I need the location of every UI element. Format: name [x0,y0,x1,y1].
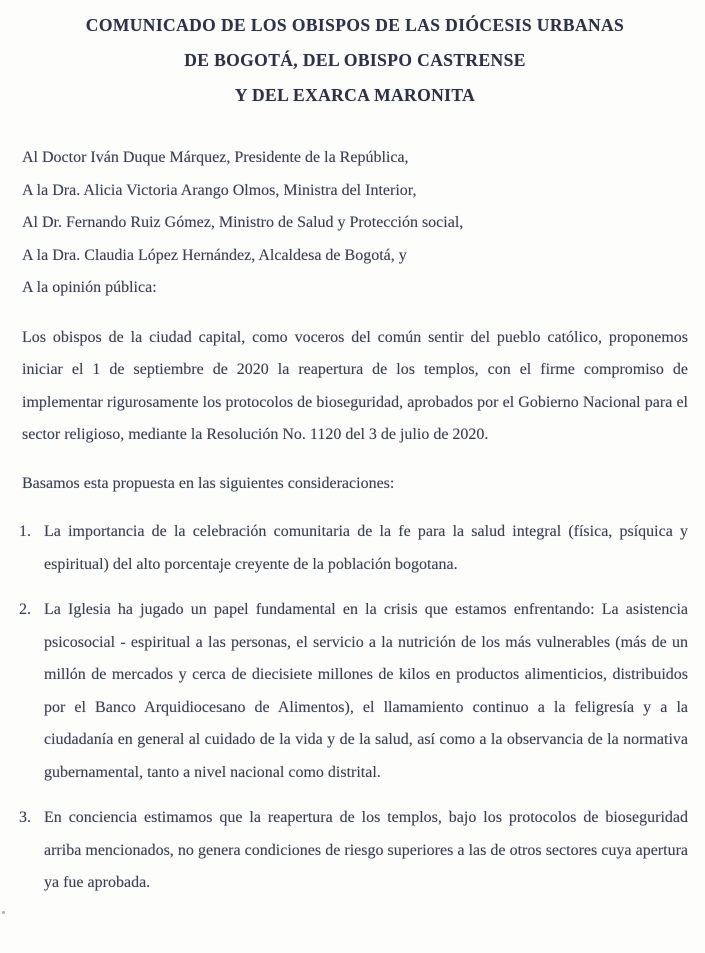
item-text: La Iglesia ha jugado un papel fundamental en la crisis que estamos enfrentando: La asistencia psicosocial - espiritual a las personas, el servicio a la nutrición de los más vulnerables (más de un millón de mercados y cerca de diecisiete millones de kilos en productos alimenticios, distribuidos por el Banco Arquidiocesano de Alimentos), el llamamiento continuo a la feligresía y a la ciudadanía en general al cuidado de la vida y de la salud, así como a la observancia de la normativa gubernamental, tanto a nivel nacional como distrital. [44,601,688,781]
considerations-list [19,516,688,900]
proposal-paragraph: Los obispos de la ciudad capital, como voceros del común sentir del pueblo católico, proponemos iniciar el 1 de septiembre de 2020 la reapertura de los templos, con el firme compromiso de implementar rigurosamente los protocolos de bioseguridad, aprobados por el Gobierno Nacional para el sector religioso, mediante la Resolución No. 1120 del 3 de julio de 2020. [22,328,688,443]
recipient-line-president: Al Doctor Iván Duque Márquez, Presidente de la República, [22,149,409,166]
recipient-line-interior-minister: A la Dra. Alicia Victoria Arango Olmos, Ministra del Interior, [22,181,417,199]
item-text: En conciencia estimamos que la reapertura de los templos, bajo los protocolos de bioseguridad arriba mencionados, no genera condiciones de riesgo superiores a las de otros sectores cuya apertura ya fue aprobada. [44,809,688,891]
item-number: 2. [19,601,31,618]
consideration-item-3 [19,802,688,900]
recipient-list [22,142,688,305]
recipient-line-mayor: A la Dra. Claudia López Hernández, Alcaldesa de Bogotá, y [22,246,407,264]
recipient-line-health-minister: Al Dr. Fernando Ruiz Gómez, Ministro de Salud y Protección social, [22,214,464,231]
title-line-3: Y DEL EXARCA MARONITA [234,85,476,105]
document-title [22,8,688,113]
title-line-2: DE BOGOTÁ, DEL OBISPO CASTRENSE [184,50,526,70]
scan-artifact-dot [2,911,5,914]
consideration-item-2 [19,594,688,789]
title-line-1: COMUNICADO DE LOS OBISPOS DE LAS DIÓCESIS URBANAS [85,15,625,35]
item-text: La importancia de la celebración comunitaria de la fe para la salud integral (física, psíquica y espiritual) del alto porcentaje creyente de la población bogotana. [44,523,688,573]
considerations-intro: Basamos esta propuesta en las siguientes consideraciones: [22,474,395,492]
recipient-line-public-opinion: A la opinión pública: [22,279,157,296]
consideration-item-1 [19,516,688,581]
item-number: 3. [19,809,31,826]
item-number: 1. [19,523,31,540]
